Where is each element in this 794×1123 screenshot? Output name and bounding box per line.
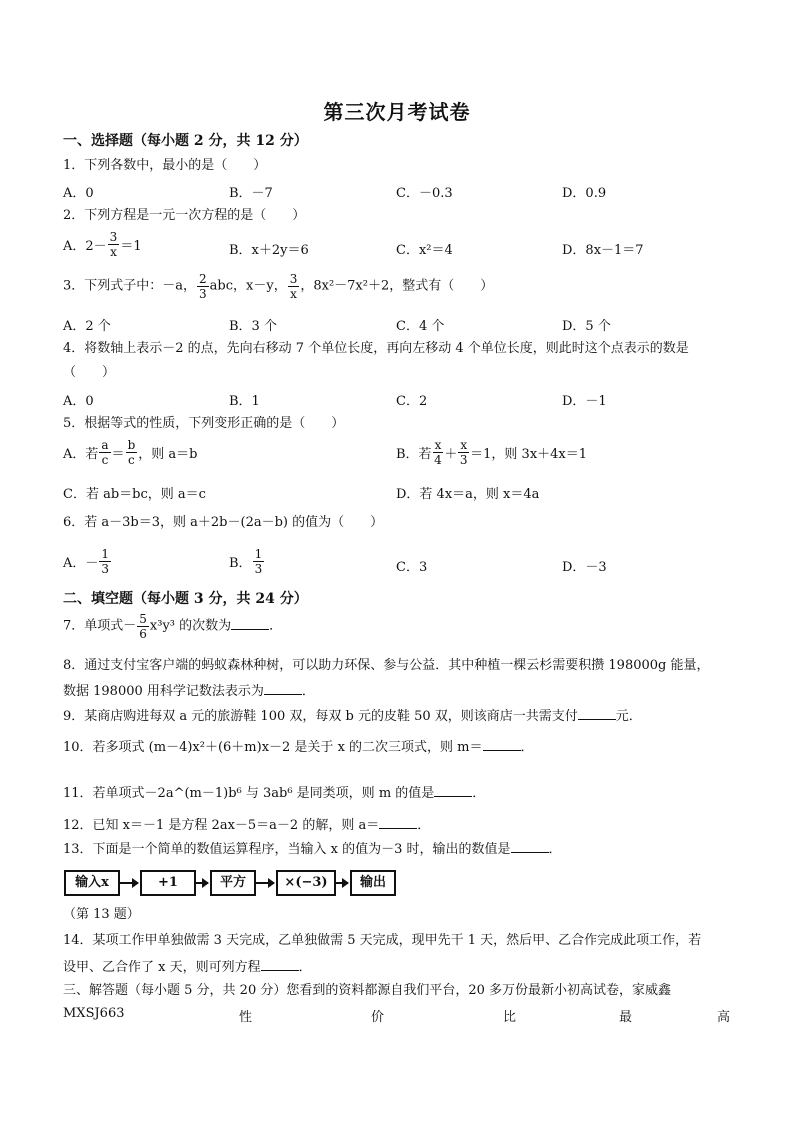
footer-word: 性 bbox=[239, 1010, 253, 1025]
option-a: A．0 bbox=[63, 186, 94, 201]
q14-end: ． bbox=[298, 960, 312, 975]
option-b: B．3 个 bbox=[229, 319, 277, 334]
denominator: c bbox=[128, 453, 135, 467]
numerator: 2 bbox=[199, 272, 207, 286]
question-1-stem: 1．下列各数中，最小的是（ ） bbox=[63, 158, 267, 173]
numerator: b bbox=[127, 438, 136, 452]
arrow-right-icon bbox=[254, 882, 274, 884]
question-7 bbox=[63, 612, 282, 648]
question-4-paren: （ ） bbox=[63, 365, 116, 380]
option-a: A．0 bbox=[63, 394, 94, 409]
option-a-suffix: ＝1 bbox=[120, 239, 142, 254]
footer-word: 高 bbox=[717, 1010, 731, 1025]
numerator: 3 bbox=[289, 272, 298, 286]
question-10 bbox=[63, 738, 534, 757]
q7-prefix: 7．单项式－ bbox=[63, 618, 137, 634]
fraction bbox=[433, 438, 444, 467]
option-a bbox=[63, 230, 142, 259]
question-11 bbox=[63, 784, 485, 803]
denominator: 3 bbox=[199, 287, 207, 301]
q14-text: 设甲、乙合作了 x 天，则可列方程 bbox=[63, 960, 261, 975]
footer-word: 比 bbox=[503, 1010, 517, 1025]
option-a-prefix: A．2－ bbox=[63, 239, 107, 254]
denominator: 3 bbox=[459, 453, 468, 467]
option-c: C．x²＝4 bbox=[396, 243, 453, 258]
fraction bbox=[253, 547, 265, 576]
question-3-options bbox=[63, 315, 743, 335]
numerator: 1 bbox=[254, 547, 263, 561]
question-4-options bbox=[63, 390, 743, 410]
q7-suffix: x³y³ 的次数为 bbox=[149, 618, 232, 634]
question-14-line-2 bbox=[63, 958, 312, 977]
option-b-suffix: ＝1，则 3x＋4x＝1 bbox=[470, 447, 588, 462]
q8-end: ． bbox=[301, 684, 315, 699]
option-d: D．8x－1＝7 bbox=[562, 243, 644, 258]
numerator: a bbox=[101, 438, 109, 452]
footer-line bbox=[63, 1006, 733, 1024]
option-c: C．－0.3 bbox=[396, 186, 453, 201]
q9-text: 9．某商店购进每双 a 元的旅游鞋 100 双，每双 b 元的皮鞋 50 双，则该商店一共需支付 bbox=[63, 709, 578, 724]
flow-square-box: 平方 bbox=[210, 870, 256, 896]
q10-text: 10．若多项式 (m－4)x²＋(6＋m)x－2 是关于 x 的二次三项式，则 m＝ bbox=[63, 740, 483, 755]
flow-output-box: 输出 bbox=[350, 870, 396, 896]
option-c: C．2 bbox=[396, 394, 428, 409]
option-b: B．x＋2y＝6 bbox=[229, 243, 309, 258]
fraction bbox=[126, 438, 138, 467]
answer-blank[interactable] bbox=[264, 682, 302, 695]
flow-multiply-box: ×(−3) bbox=[276, 870, 336, 896]
answer-blank[interactable] bbox=[483, 738, 521, 751]
q12-text: 12．已知 x＝－1 是方程 2ax－5＝a－2 的解，则 a＝ bbox=[63, 818, 380, 833]
denominator: 4 bbox=[434, 453, 442, 467]
option-c: C．3 bbox=[396, 560, 428, 575]
flow-input-box: 输入x bbox=[64, 870, 120, 896]
section-3-heading: 三、解答题（每小题 5 分，共 20 分）您看到的资料都源自我们平台，20 多万份最新小初高试卷，家威鑫 bbox=[63, 983, 672, 998]
question-5-stem: 5．根据等式的性质，下列变形正确的是（ ） bbox=[63, 416, 345, 431]
q10-end: ． bbox=[520, 740, 534, 755]
option-b bbox=[229, 547, 265, 576]
q3-prefix: 3．下列式子中：－a， bbox=[63, 278, 197, 294]
denominator: c bbox=[101, 453, 109, 467]
option-a-suffix: ，则 a＝b bbox=[138, 447, 198, 462]
q8-text: 数据 198000 用科学记数法表示为 bbox=[63, 684, 264, 699]
option-d: D．－1 bbox=[562, 394, 607, 409]
plus-sign: ＋ bbox=[444, 447, 458, 462]
question-1-options bbox=[63, 182, 743, 202]
option-b: B．－7 bbox=[229, 186, 273, 201]
arrow-right-icon bbox=[334, 882, 348, 884]
question-6-stem: 6．若 a－3b＝3，则 a＋2b－(2a－b) 的值为（ ） bbox=[63, 515, 384, 530]
denominator: x bbox=[110, 245, 117, 259]
footer-word: 价 bbox=[371, 1010, 385, 1025]
question-5-options-ab bbox=[63, 438, 743, 474]
arrow-right-icon bbox=[118, 882, 138, 884]
question-13 bbox=[63, 840, 562, 859]
answer-blank[interactable] bbox=[379, 816, 417, 829]
question-12 bbox=[63, 816, 430, 835]
page-title: 第三次月考试卷 bbox=[323, 100, 471, 124]
question-9 bbox=[63, 707, 642, 726]
option-d: D．－3 bbox=[562, 560, 607, 575]
fraction bbox=[197, 272, 209, 301]
numerator: x bbox=[434, 438, 442, 452]
answer-blank[interactable] bbox=[434, 784, 472, 797]
answer-blank[interactable] bbox=[578, 707, 616, 720]
option-a bbox=[63, 547, 112, 576]
fraction bbox=[99, 438, 110, 467]
question-8-line-1: 8．通过支付宝客户端的蚂蚁森林种树，可以助力环保、参与公益．其中种植一棵云杉需要积攒 198000g 能量， bbox=[63, 658, 710, 673]
option-a-prefix: A．－ bbox=[63, 556, 99, 571]
q13-end: ． bbox=[548, 842, 562, 857]
q3-middle: abc，x－y， bbox=[209, 278, 287, 294]
numerator: 5 bbox=[139, 612, 147, 626]
answer-blank[interactable] bbox=[261, 958, 299, 971]
q3-suffix: ，8x²－7x²＋2，整式有（ ） bbox=[300, 278, 494, 294]
q12-end: ． bbox=[417, 818, 431, 833]
denominator: 3 bbox=[254, 562, 263, 576]
fraction bbox=[108, 230, 120, 259]
option-b: B．1 bbox=[229, 394, 260, 409]
q11-end: ． bbox=[472, 786, 486, 801]
option-b-prefix: B．若 bbox=[396, 447, 432, 462]
denominator: 6 bbox=[139, 627, 147, 641]
numerator: 1 bbox=[101, 547, 110, 561]
option-d: D．5 个 bbox=[562, 319, 611, 334]
question-6-options bbox=[63, 547, 743, 583]
numerator: x bbox=[460, 438, 468, 452]
question-2-options bbox=[63, 230, 743, 266]
section-2-heading: 二、填空题（每小题 3 分，共 24 分） bbox=[63, 591, 308, 607]
figure-caption: （第 13 题） bbox=[63, 907, 140, 922]
footer-word: 最 bbox=[619, 1010, 633, 1025]
option-a: A．2 个 bbox=[63, 319, 111, 334]
option-d: D．0.9 bbox=[562, 186, 607, 201]
numerator: 3 bbox=[109, 230, 118, 244]
option-b bbox=[396, 438, 587, 467]
denominator: x bbox=[290, 287, 297, 301]
q11-text: 11．若单项式－2a^(m－1)b⁶ 与 3ab⁶ 是同类项，则 m 的值是 bbox=[63, 786, 435, 801]
section-1-heading: 一、选择题（每小题 2 分，共 12 分） bbox=[63, 133, 308, 149]
fraction bbox=[99, 547, 111, 576]
question-2-stem: 2．下列方程是一元一次方程的是（ ） bbox=[63, 208, 306, 223]
q13-text: 13．下面是一个简单的数值运算程序，当输入 x 的值为－3 时，输出的数值是 bbox=[63, 842, 511, 857]
question-14-line-1: 14．某项工作甲单独做需 3 天完成，乙单独做需 5 天完成，现甲先干 1 天，然后甲、乙合作完成此项工作，若 bbox=[63, 933, 702, 948]
question-3-stem bbox=[63, 272, 493, 308]
fraction bbox=[288, 272, 300, 301]
flow-plus-one-box: +1 bbox=[140, 870, 196, 896]
option-b-prefix: B． bbox=[229, 556, 252, 571]
question-5-options-cd bbox=[63, 483, 743, 503]
answer-blank[interactable] bbox=[511, 840, 549, 853]
question-8-line-2 bbox=[63, 682, 315, 701]
option-a-prefix: A．若 bbox=[63, 447, 99, 462]
option-a bbox=[63, 438, 197, 467]
question-4-stem: 4．将数轴上表示－2 的点，先向右移动 7 个单位长度，再向左移动 4 个单位长度，则此时这个点表示的数是 bbox=[63, 341, 689, 356]
footer-word: MXSJ663 bbox=[63, 1006, 125, 1021]
q7-end: ． bbox=[269, 618, 283, 634]
option-c: C．4 个 bbox=[396, 319, 445, 334]
denominator: 3 bbox=[101, 562, 110, 576]
option-c: C．若 ab＝bc，则 a＝c bbox=[63, 487, 206, 502]
equals-sign: ＝ bbox=[111, 447, 125, 462]
fraction bbox=[137, 612, 149, 641]
answer-blank[interactable] bbox=[231, 617, 269, 630]
fraction bbox=[458, 438, 469, 467]
q9-end: 元． bbox=[615, 709, 642, 724]
arrow-right-icon bbox=[194, 882, 208, 884]
option-d: D．若 4x＝a，则 x＝4a bbox=[396, 487, 540, 502]
